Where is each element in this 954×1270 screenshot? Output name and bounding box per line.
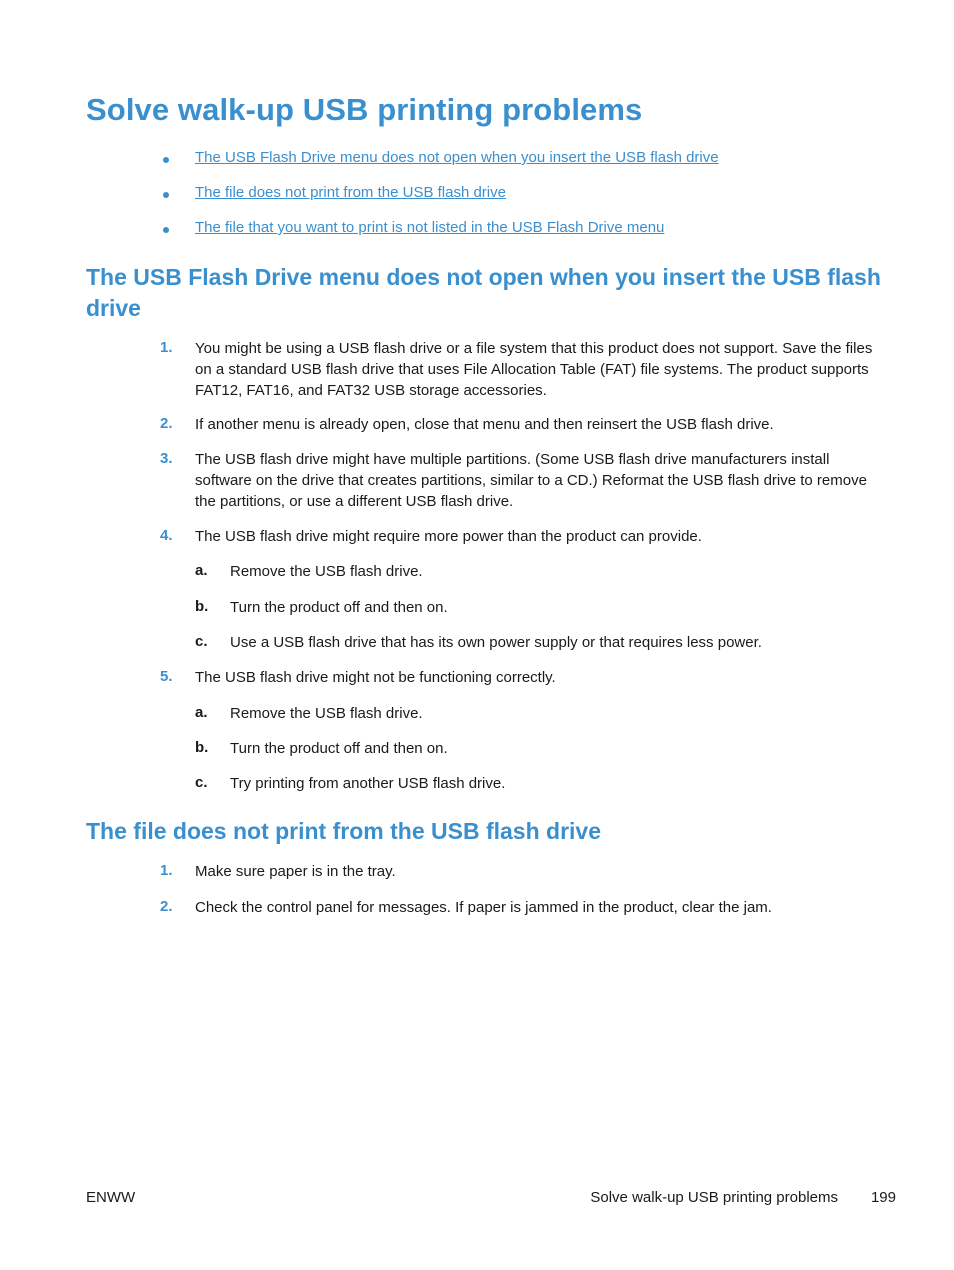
step-number: 1. [160, 862, 173, 879]
step-number: 5. [160, 668, 173, 685]
toc-link-file-not-listed[interactable]: The file that you want to print is not listed in the USB Flash Drive menu [195, 219, 665, 236]
step-text: Make sure paper is in the tray. [195, 863, 396, 880]
section-heading-menu-not-open: The USB Flash Drive menu does not open when you insert the USB flash drive [86, 264, 881, 321]
bullet-icon [163, 157, 169, 163]
step-number: 2. [160, 415, 173, 432]
step-text: Check the control panel for messages. If paper is jammed in the product, clear the jam. [195, 899, 772, 916]
step-text: The USB flash drive might require more power than the product can provide. [195, 528, 702, 545]
bullet-icon [163, 227, 169, 233]
step-number: 3. [160, 450, 173, 467]
substep-text: Remove the USB flash drive. [230, 705, 423, 722]
step-text: The USB flash drive might have multiple partitions. (Some USB flash drive manufacturers install software on the drive that creates partitions, similar to a CD.) Reformat the USB flash drive to remove the partitions, or use a different USB flash drive. [195, 451, 867, 510]
footer-section-title: Solve walk-up USB printing problems [590, 1189, 838, 1206]
step-number: 1. [160, 339, 173, 356]
substep-text: Turn the product off and then on. [230, 599, 448, 616]
substep-text: Try printing from another USB flash drive. [230, 775, 506, 792]
toc-item [160, 219, 880, 241]
substep-letter: b. [195, 739, 209, 756]
step-number: 4. [160, 527, 173, 544]
substep-text: Use a USB flash drive that has its own power supply or that requires less power. [230, 634, 762, 651]
toc-item [160, 149, 880, 171]
substep-letter: a. [195, 562, 208, 579]
bullet-icon [163, 192, 169, 198]
page-title: Solve walk-up USB printing problems [86, 92, 643, 127]
step-text: You might be using a USB flash drive or a file system that this product does not support. Save the files on a standard USB flash drive that uses File Allocation Table (FAT) file systems. The product supports FAT12, FAT16, and FAT32 USB storage accessories. [195, 340, 873, 399]
step-number: 2. [160, 898, 173, 915]
substep-letter: c. [195, 633, 208, 650]
substep-text: Remove the USB flash drive. [230, 563, 423, 580]
substep-letter: c. [195, 774, 208, 791]
substep-text: Turn the product off and then on. [230, 740, 448, 757]
toc-link-file-not-print[interactable]: The file does not print from the USB flash drive [195, 184, 506, 201]
substep-letter: b. [195, 598, 209, 615]
section-heading-file-not-print: The file does not print from the USB flash drive [86, 818, 601, 844]
step-text: The USB flash drive might not be functioning correctly. [195, 669, 556, 686]
toc-item [160, 184, 880, 206]
substep-letter: a. [195, 704, 208, 721]
step-text: If another menu is already open, close that menu and then reinsert the USB flash drive. [195, 416, 774, 433]
footer-label: ENWW [86, 1189, 136, 1206]
page-number: 199 [870, 1189, 896, 1206]
toc-link-menu-not-open[interactable]: The USB Flash Drive menu does not open when you insert the USB flash drive [195, 149, 719, 166]
